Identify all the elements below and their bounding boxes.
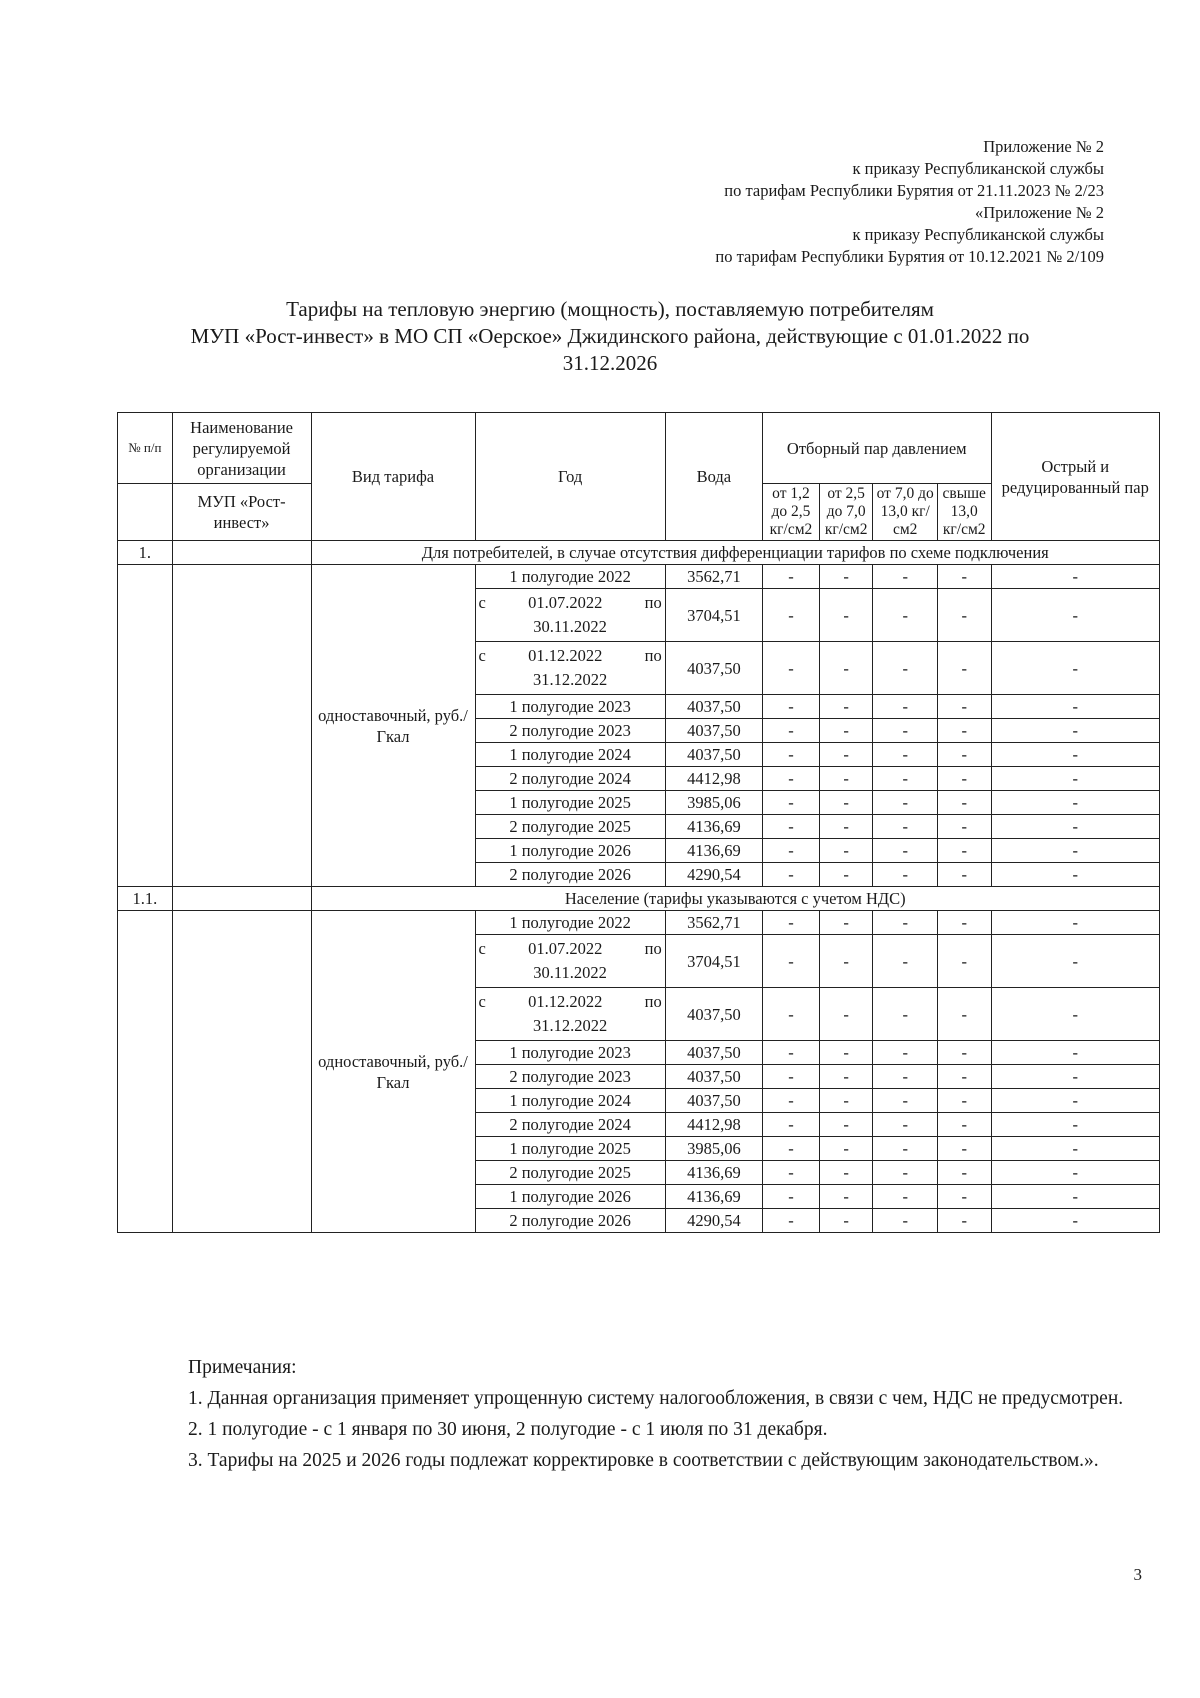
steam-value: - bbox=[819, 863, 873, 887]
tariff-table-body bbox=[118, 541, 1160, 1233]
water-value: 4037,50 bbox=[665, 743, 762, 767]
steam-value: - bbox=[763, 767, 820, 791]
period: 1 полугодие 2025 bbox=[475, 791, 665, 815]
steam-value: - bbox=[763, 743, 820, 767]
section-title: Для потребителей, в случае отсутствия дифференциации тарифов по схеме подключения bbox=[311, 541, 1160, 565]
steam-value: - bbox=[937, 1209, 991, 1233]
period: 1 полугодие 2023 bbox=[475, 695, 665, 719]
water-value: 4412,98 bbox=[665, 767, 762, 791]
period: 1 полугодие 2024 bbox=[475, 743, 665, 767]
header-water: Вода bbox=[665, 413, 762, 541]
sharp-steam-value: - bbox=[991, 911, 1159, 935]
steam-value: - bbox=[937, 911, 991, 935]
steam-value: - bbox=[937, 988, 991, 1041]
note-item: 1. Данная организация применяет упрощенную систему налогообложения, в связи с чем, НДС не предусмотрен. bbox=[188, 1388, 1124, 1409]
header-org-name: МУП «Рост-инвест» bbox=[172, 484, 311, 541]
water-value: 4136,69 bbox=[665, 839, 762, 863]
steam-value: - bbox=[819, 1209, 873, 1233]
period: 1 полугодие 2026 bbox=[475, 1185, 665, 1209]
steam-value: - bbox=[763, 1209, 820, 1233]
steam-value: - bbox=[873, 815, 938, 839]
steam-value: - bbox=[763, 839, 820, 863]
water-value: 4037,50 bbox=[665, 642, 762, 695]
section-number: 1.1. bbox=[118, 887, 173, 911]
period: 1 полугодие 2026 bbox=[475, 839, 665, 863]
steam-value: - bbox=[819, 1185, 873, 1209]
water-value: 4037,50 bbox=[665, 1041, 762, 1065]
water-value: 3704,51 bbox=[665, 935, 762, 988]
period-to-word: по bbox=[644, 939, 662, 958]
sharp-steam-value: - bbox=[991, 565, 1159, 589]
appendix-line: к приказу Республиканской службы bbox=[852, 159, 1104, 178]
title-line: Тарифы на тепловую энергию (мощность), поставляемую потребителям bbox=[286, 297, 934, 321]
tariff-type: одноставочный, руб./Гкал bbox=[311, 911, 475, 1233]
steam-value: - bbox=[873, 935, 938, 988]
header-org: Наименование регулируемой организации bbox=[172, 413, 311, 484]
steam-value: - bbox=[937, 743, 991, 767]
steam-value: - bbox=[873, 863, 938, 887]
steam-value: - bbox=[937, 1089, 991, 1113]
period-from-word: с bbox=[478, 992, 486, 1011]
water-value: 4037,50 bbox=[665, 988, 762, 1041]
steam-value: - bbox=[819, 1089, 873, 1113]
steam-value: - bbox=[763, 565, 820, 589]
water-value: 3704,51 bbox=[665, 589, 762, 642]
steam-value: - bbox=[873, 719, 938, 743]
period: 1 полугодие 2025 bbox=[475, 1137, 665, 1161]
water-value: 4290,54 bbox=[665, 1209, 762, 1233]
page-number: 3 bbox=[1133, 1565, 1142, 1584]
sharp-steam-value: - bbox=[991, 863, 1159, 887]
period bbox=[475, 935, 665, 988]
steam-value: - bbox=[937, 1185, 991, 1209]
water-value: 4037,50 bbox=[665, 1089, 762, 1113]
sharp-steam-value: - bbox=[991, 1041, 1159, 1065]
header-num-empty bbox=[118, 484, 173, 541]
appendix-line: Приложение № 2 bbox=[983, 137, 1104, 156]
header-year: Год bbox=[475, 413, 665, 541]
sharp-steam-value: - bbox=[991, 1113, 1159, 1137]
steam-value: - bbox=[937, 1161, 991, 1185]
section-title: Население (тарифы указываются с учетом НДС) bbox=[311, 887, 1160, 911]
steam-value: - bbox=[937, 839, 991, 863]
water-value: 4290,54 bbox=[665, 863, 762, 887]
sharp-steam-value: - bbox=[991, 1065, 1159, 1089]
tariff-table bbox=[117, 412, 1160, 1233]
steam-value: - bbox=[873, 743, 938, 767]
steam-value: - bbox=[819, 642, 873, 695]
steam-value: - bbox=[763, 1089, 820, 1113]
table-row bbox=[118, 565, 1160, 589]
steam-value: - bbox=[873, 1089, 938, 1113]
header-steam-group: Отборный пар давлением bbox=[763, 413, 991, 484]
steam-value: - bbox=[819, 1161, 873, 1185]
steam-value: - bbox=[763, 1065, 820, 1089]
water-value: 3985,06 bbox=[665, 1137, 762, 1161]
steam-value: - bbox=[819, 743, 873, 767]
period: 2 полугодие 2023 bbox=[475, 719, 665, 743]
steam-value: - bbox=[819, 565, 873, 589]
steam-value: - bbox=[763, 695, 820, 719]
water-value: 4037,50 bbox=[665, 1065, 762, 1089]
steam-value: - bbox=[819, 1041, 873, 1065]
sharp-steam-value: - bbox=[991, 935, 1159, 988]
steam-value: - bbox=[873, 839, 938, 863]
period: 2 полугодие 2026 bbox=[475, 1209, 665, 1233]
section-org-empty bbox=[172, 887, 311, 911]
steam-value: - bbox=[937, 767, 991, 791]
steam-value: - bbox=[937, 1041, 991, 1065]
period: 1 полугодие 2022 bbox=[475, 911, 665, 935]
water-value: 3985,06 bbox=[665, 791, 762, 815]
sharp-steam-value: - bbox=[991, 1209, 1159, 1233]
steam-value: - bbox=[937, 589, 991, 642]
sharp-steam-value: - bbox=[991, 695, 1159, 719]
steam-value: - bbox=[819, 1113, 873, 1137]
appendix-line: «Приложение № 2 bbox=[974, 203, 1104, 222]
header-tariff-type: Вид тарифа bbox=[311, 413, 475, 541]
section-header-row bbox=[118, 541, 1160, 565]
water-value: 4412,98 bbox=[665, 1113, 762, 1137]
steam-value: - bbox=[873, 1137, 938, 1161]
period-from-date: 01.07.2022 bbox=[528, 939, 603, 958]
sharp-steam-value: - bbox=[991, 1137, 1159, 1161]
sharp-steam-value: - bbox=[991, 1089, 1159, 1113]
steam-value: - bbox=[873, 1041, 938, 1065]
section-header-row bbox=[118, 887, 1160, 911]
row-num-empty bbox=[118, 565, 173, 887]
steam-value: - bbox=[819, 1065, 873, 1089]
header-steam-4: свыше 13,0 кг/см2 bbox=[937, 484, 991, 541]
sharp-steam-value: - bbox=[991, 719, 1159, 743]
steam-value: - bbox=[763, 719, 820, 743]
steam-value: - bbox=[873, 1161, 938, 1185]
notes bbox=[124, 1352, 1154, 1476]
section-number: 1. bbox=[118, 541, 173, 565]
steam-value: - bbox=[937, 642, 991, 695]
steam-value: - bbox=[763, 791, 820, 815]
section-org-empty bbox=[172, 541, 311, 565]
water-value: 4136,69 bbox=[665, 815, 762, 839]
steam-value: - bbox=[763, 1185, 820, 1209]
header-steam-1: от 1,2 до 2,5 кг/см2 bbox=[763, 484, 820, 541]
period-to-date: 30.11.2022 bbox=[533, 963, 607, 982]
steam-value: - bbox=[819, 695, 873, 719]
header-steam-3: от 7,0 до 13,0 кг/см2 bbox=[873, 484, 938, 541]
water-value: 3562,71 bbox=[665, 911, 762, 935]
steam-value: - bbox=[873, 642, 938, 695]
steam-value: - bbox=[873, 988, 938, 1041]
steam-value: - bbox=[937, 1065, 991, 1089]
period-from-date: 01.12.2022 bbox=[528, 646, 603, 665]
period bbox=[475, 589, 665, 642]
period-from-word: с bbox=[478, 939, 486, 958]
period-line bbox=[479, 644, 662, 668]
note-item: 2. 1 полугодие - с 1 января по 30 июня, 2 полугодие - с 1 июля по 31 декабря. bbox=[188, 1419, 828, 1440]
period-to-word: по bbox=[644, 992, 662, 1011]
steam-value: - bbox=[873, 1113, 938, 1137]
period-to-date: 30.11.2022 bbox=[533, 617, 607, 636]
steam-value: - bbox=[819, 719, 873, 743]
steam-value: - bbox=[937, 935, 991, 988]
period: 2 полугодие 2025 bbox=[475, 1161, 665, 1185]
water-value: 4037,50 bbox=[665, 695, 762, 719]
period-line bbox=[479, 990, 662, 1014]
note-item: 3. Тарифы на 2025 и 2026 годы подлежат корректировке в соответствии с действующим законодательством.». bbox=[188, 1450, 1099, 1471]
period-to-word: по bbox=[644, 646, 662, 665]
steam-value: - bbox=[819, 935, 873, 988]
period: 2 полугодие 2024 bbox=[475, 767, 665, 791]
steam-value: - bbox=[819, 791, 873, 815]
steam-value: - bbox=[873, 911, 938, 935]
sharp-steam-value: - bbox=[991, 642, 1159, 695]
steam-value: - bbox=[937, 815, 991, 839]
period: 2 полугодие 2026 bbox=[475, 863, 665, 887]
steam-value: - bbox=[937, 695, 991, 719]
steam-value: - bbox=[819, 911, 873, 935]
steam-value: - bbox=[819, 988, 873, 1041]
period-to-date: 31.12.2022 bbox=[532, 670, 608, 689]
appendix-line: по тарифам Республики Бурятия от 10.12.2021 № 2/109 bbox=[715, 247, 1104, 266]
title-line: 31.12.2026 bbox=[562, 351, 658, 375]
period-to-date: 31.12.2022 bbox=[532, 1016, 608, 1035]
steam-value: - bbox=[873, 791, 938, 815]
period-from-date: 01.07.2022 bbox=[528, 593, 603, 612]
appendix-line: по тарифам Республики Бурятия от 21.11.2023 № 2/23 bbox=[724, 181, 1104, 200]
row-org-empty bbox=[172, 911, 311, 1233]
steam-value: - bbox=[937, 719, 991, 743]
steam-value: - bbox=[873, 767, 938, 791]
sharp-steam-value: - bbox=[991, 1161, 1159, 1185]
period-to-word: по bbox=[644, 593, 662, 612]
sharp-steam-value: - bbox=[991, 589, 1159, 642]
appendix-header bbox=[544, 136, 1104, 268]
period-from-date: 01.12.2022 bbox=[528, 992, 603, 1011]
row-org-empty bbox=[172, 565, 311, 887]
steam-value: - bbox=[763, 988, 820, 1041]
steam-value: - bbox=[819, 589, 873, 642]
appendix-line: к приказу Республиканской службы bbox=[852, 225, 1104, 244]
steam-value: - bbox=[873, 695, 938, 719]
steam-value: - bbox=[763, 935, 820, 988]
steam-value: - bbox=[763, 1113, 820, 1137]
period: 2 полугодие 2023 bbox=[475, 1065, 665, 1089]
sharp-steam-value: - bbox=[991, 743, 1159, 767]
period: 2 полугодие 2024 bbox=[475, 1113, 665, 1137]
steam-value: - bbox=[763, 863, 820, 887]
steam-value: - bbox=[763, 589, 820, 642]
steam-value: - bbox=[763, 1137, 820, 1161]
notes-heading: Примечания: bbox=[188, 1357, 297, 1378]
period bbox=[475, 642, 665, 695]
row-num-empty bbox=[118, 911, 173, 1233]
steam-value: - bbox=[763, 911, 820, 935]
period: 1 полугодие 2024 bbox=[475, 1089, 665, 1113]
steam-value: - bbox=[937, 791, 991, 815]
period bbox=[475, 988, 665, 1041]
period-from-word: с bbox=[478, 593, 486, 612]
table-row bbox=[118, 911, 1160, 935]
steam-value: - bbox=[873, 1185, 938, 1209]
water-value: 3562,71 bbox=[665, 565, 762, 589]
header-steam-2: от 2,5 до 7,0 кг/см2 bbox=[819, 484, 873, 541]
period-line bbox=[479, 591, 662, 615]
steam-value: - bbox=[819, 1137, 873, 1161]
steam-value: - bbox=[763, 1041, 820, 1065]
steam-value: - bbox=[873, 565, 938, 589]
period-from-word: с bbox=[478, 646, 486, 665]
steam-value: - bbox=[819, 839, 873, 863]
sharp-steam-value: - bbox=[991, 839, 1159, 863]
steam-value: - bbox=[873, 1209, 938, 1233]
period: 1 полугодие 2023 bbox=[475, 1041, 665, 1065]
steam-value: - bbox=[873, 1065, 938, 1089]
steam-value: - bbox=[819, 815, 873, 839]
sharp-steam-value: - bbox=[991, 767, 1159, 791]
period: 1 полугодие 2022 bbox=[475, 565, 665, 589]
steam-value: - bbox=[937, 565, 991, 589]
water-value: 4037,50 bbox=[665, 719, 762, 743]
sharp-steam-value: - bbox=[991, 988, 1159, 1041]
steam-value: - bbox=[763, 815, 820, 839]
sharp-steam-value: - bbox=[991, 1185, 1159, 1209]
period-line bbox=[479, 937, 662, 961]
title-line: МУП «Рост-инвест» в МО СП «Оерское» Джидинского района, действующие с 01.01.2022 по bbox=[190, 324, 1030, 348]
steam-value: - bbox=[937, 1137, 991, 1161]
steam-value: - bbox=[763, 1161, 820, 1185]
header-sharp-steam: Острый и редуцированный пар bbox=[991, 413, 1159, 541]
period: 2 полугодие 2025 bbox=[475, 815, 665, 839]
tariff-type: одноставочный, руб./Гкал bbox=[311, 565, 475, 887]
steam-value: - bbox=[937, 1113, 991, 1137]
steam-value: - bbox=[873, 589, 938, 642]
steam-value: - bbox=[763, 642, 820, 695]
header-num: № п/п bbox=[118, 413, 173, 484]
sharp-steam-value: - bbox=[991, 815, 1159, 839]
water-value: 4136,69 bbox=[665, 1161, 762, 1185]
document-title bbox=[110, 296, 1110, 377]
steam-value: - bbox=[819, 767, 873, 791]
steam-value: - bbox=[937, 863, 991, 887]
sharp-steam-value: - bbox=[991, 791, 1159, 815]
water-value: 4136,69 bbox=[665, 1185, 762, 1209]
